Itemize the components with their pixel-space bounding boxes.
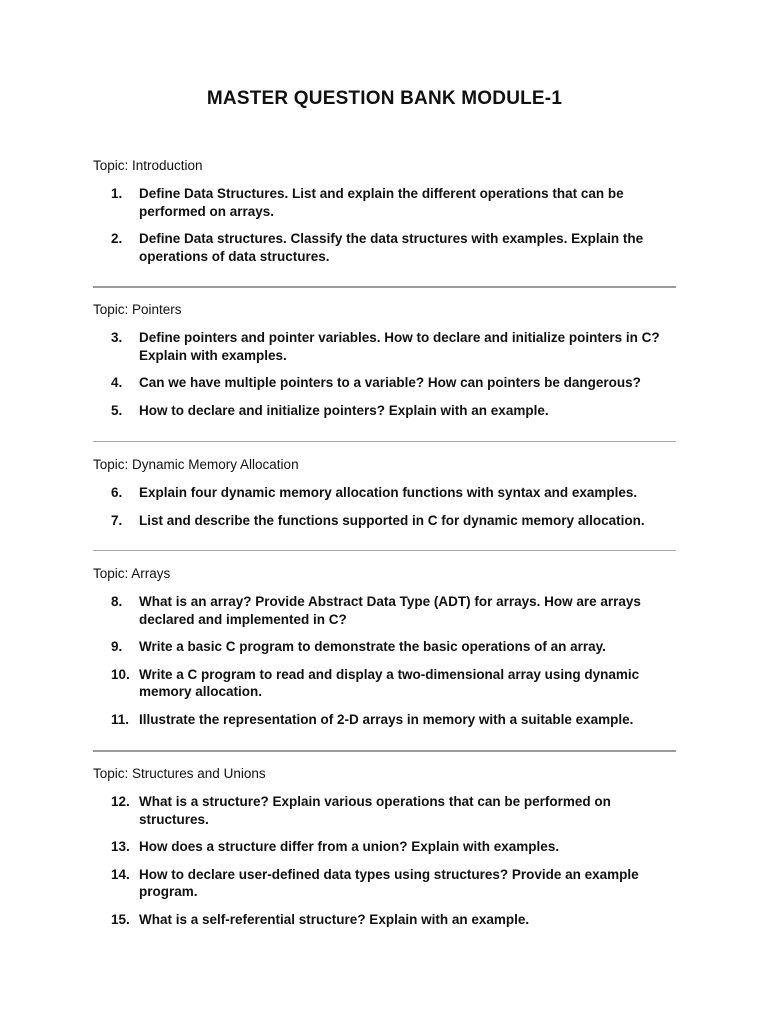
- question-number: 4.: [111, 375, 123, 390]
- topic-introduction: [93, 157, 676, 275]
- question-text: What is a self-referential structure? Explain with an example.: [139, 911, 530, 927]
- question-number: 6.: [111, 485, 123, 500]
- question-item: [93, 329, 676, 364]
- question-list: [93, 484, 676, 529]
- question-number: 7.: [111, 512, 123, 528]
- question-item: [93, 402, 676, 420]
- question-number: 1.: [111, 186, 123, 201]
- topic-heading: Topic: Introduction: [93, 158, 203, 173]
- question-item: [93, 638, 676, 656]
- question-number: 5.: [111, 402, 123, 418]
- question-text: Write a C program to read and display a two-dimensional array using dynamic memory allocation.: [139, 666, 640, 699]
- question-text: Define Data structures. Classify the data structures with examples. Explain the operations of data structures.: [139, 231, 644, 264]
- question-number: 13.: [111, 839, 130, 854]
- question-item: [93, 911, 676, 929]
- question-text: List and describe the functions supported in C for dynamic memory allocation.: [139, 512, 645, 528]
- question-item: [93, 711, 676, 729]
- question-text: Explain four dynamic memory allocation functions with syntax and examples.: [139, 485, 638, 500]
- question-text: How does a structure differ from a union? Explain with examples.: [139, 839, 560, 854]
- topic-heading: Topic: Pointers: [93, 302, 182, 317]
- section-divider: [93, 441, 676, 442]
- question-number: 12.: [111, 794, 130, 809]
- question-number: 9.: [111, 639, 123, 654]
- topic-structures-and-unions: [93, 765, 676, 938]
- question-item: [93, 838, 676, 856]
- question-item: [93, 793, 676, 828]
- question-number: 3.: [111, 330, 123, 345]
- question-text: Illustrate the representation of 2-D arrays in memory with a suitable example.: [139, 711, 634, 727]
- question-number: 11.: [111, 711, 130, 727]
- question-number: 10.: [111, 666, 130, 682]
- question-list: [93, 593, 676, 728]
- question-item: [93, 666, 676, 701]
- question-item: [93, 866, 676, 901]
- question-number: 2.: [111, 231, 123, 246]
- question-item: [93, 484, 676, 502]
- question-text: What is a structure? Explain various operations that can be performed on structures.: [139, 794, 611, 827]
- topic-heading: Topic: Dynamic Memory Allocation: [93, 457, 299, 472]
- page-title: MASTER QUESTION BANK MODULE-1: [206, 88, 563, 109]
- topic-heading: Topic: Structures and Unions: [93, 766, 266, 781]
- question-item: [93, 374, 676, 392]
- topic-heading: Topic: Arrays: [93, 566, 171, 581]
- question-list: [93, 329, 676, 419]
- question-item: [93, 593, 676, 628]
- section-divider: [93, 286, 676, 288]
- question-list: [93, 185, 676, 265]
- question-item: [93, 512, 676, 530]
- section-divider: [93, 750, 676, 752]
- question-text: What is an array? Provide Abstract Data Type (ADT) for arrays. How are arrays declared and implemented in C?: [139, 594, 641, 627]
- question-text: Can we have multiple pointers to a variable? How can pointers be dangerous?: [139, 375, 641, 390]
- question-text: Write a basic C program to demonstrate the basic operations of an array.: [139, 639, 606, 654]
- question-item: [93, 185, 676, 220]
- topic-arrays: [93, 565, 676, 738]
- question-text: Define Data Structures. List and explain the different operations that can be performed on arrays.: [139, 186, 624, 219]
- topic-pointers: [93, 301, 676, 429]
- question-number: 15.: [111, 911, 130, 927]
- question-item: [93, 230, 676, 265]
- question-text: How to declare user-defined data types using structures? Provide an example program.: [139, 866, 639, 899]
- question-list: [93, 793, 676, 928]
- question-number: 8.: [111, 594, 123, 609]
- section-divider: [93, 550, 676, 551]
- question-number: 14.: [111, 866, 130, 882]
- question-text: Define pointers and pointer variables. How to declare and initialize pointers in C? Explain with examples.: [139, 330, 660, 363]
- topic-dynamic-memory-allocation: [93, 456, 676, 539]
- question-text: How to declare and initialize pointers? Explain with an example.: [139, 402, 549, 418]
